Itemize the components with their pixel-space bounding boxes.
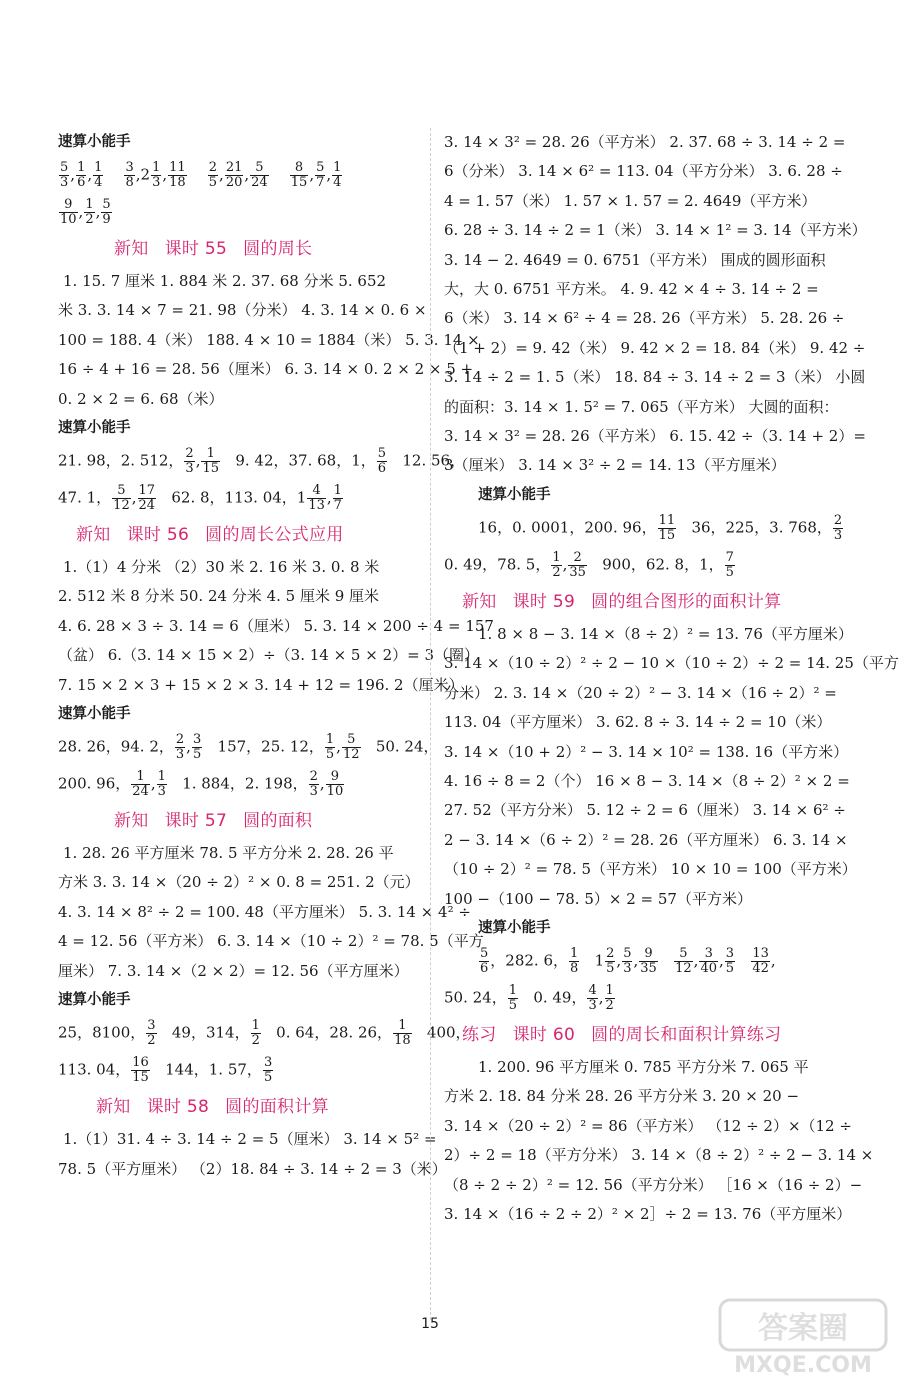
fraction: $\frac{5}{24}$ xyxy=(251,160,268,190)
fraction: $\frac{2}{3}$ xyxy=(309,769,318,800)
answers-block-60 xyxy=(444,1053,874,1229)
fraction: $\frac{9}{10}$ xyxy=(60,197,77,227)
speed-answers-row: 200. 96， $\frac{1}{24}$ , $\frac{1}{3}$ 1. 884，2. 198， $\frac{2}{3}$ , $\frac{9}{10}$ xyxy=(58,769,344,800)
answer-line: 3. 14 ×（16 ÷ 2 ÷ 2）² × 2］÷ 2 = 13. 76（平方厘米） xyxy=(444,1204,852,1223)
answer-line: 78. 5（平方厘米） （2）18. 84 ÷ 3. 14 ÷ 2 = 3（米） xyxy=(58,1159,447,1178)
answer-line: 厘米） 7. 3. 14 ×（2 × 2）= 12. 56（平方厘米） xyxy=(58,961,409,980)
speed-calc-heading: 速算小能手 xyxy=(58,134,131,150)
speed-answers-row: $\frac{9}{10}$ , $\frac{1}{2}$ , $\frac{5}{9}$ xyxy=(60,197,111,227)
fraction: $\frac{2}{3}$ xyxy=(175,732,185,763)
fraction: $\frac{17}{24}$ xyxy=(138,483,156,514)
fraction: $\frac{1}{5}$ xyxy=(508,982,517,1013)
fraction: $\frac{2}{3}$ xyxy=(833,512,843,543)
speed-calc-heading: 速算小能手 xyxy=(478,486,551,503)
fraction: $\frac{9}{10}$ xyxy=(326,769,344,800)
section-heading-56: 新知 课时 56 圆的周长公式应用 xyxy=(76,525,344,546)
fraction: $\frac{2}{35}$ xyxy=(569,549,586,580)
fraction: $\frac{1}{8}$ xyxy=(570,945,579,976)
fraction: $\frac{16}{15}$ xyxy=(132,1055,149,1086)
answer-line: 2 − 3. 14 ×（6 ÷ 2）² = 28. 26（平方厘米） 6. 3. 14 × xyxy=(444,830,848,849)
speed-calc-heading: 速算小能手 xyxy=(58,420,131,437)
fraction: $\frac{4}{3}$ xyxy=(588,982,597,1013)
fraction: $\frac{5}{3}$ xyxy=(623,945,632,976)
fraction: $\frac{5}{9}$ xyxy=(102,197,111,227)
fraction: $\frac{1}{2}$ xyxy=(552,549,561,580)
fraction: $\frac{11}{15}$ xyxy=(658,512,676,543)
fraction: $\frac{3}{40}$ xyxy=(700,945,717,976)
fraction: $\frac{1}{7}$ xyxy=(333,483,342,514)
answers-block-55 xyxy=(58,267,480,414)
answer-line: 16 ÷ 4 + 16 = 28. 56（厘米） 6. 3. 14 × 0. 2 × 2 × 5 + xyxy=(58,360,474,379)
answer-line: 1.（1）31. 4 ÷ 3. 14 ÷ 2 = 5（厘米） 3. 14 × 5² = xyxy=(63,1130,437,1149)
fraction: $\frac{1}{3}$ xyxy=(152,160,161,190)
answer-line: 0. 2 × 2 = 6. 68（米） xyxy=(58,389,224,408)
svg-text:MXQE.COM: MXQE.COM xyxy=(734,1353,872,1378)
answer-line: 7. 15 × 2 × 3 + 15 × 2 × 3. 14 + 12 = 196. 2（厘米） xyxy=(58,675,464,694)
answers-block-58 xyxy=(58,1125,447,1184)
answer-line: 100 −（100 − 78. 5）× 2 = 57（平方米） xyxy=(444,889,752,908)
answer-line: 4. 6. 28 × 3 ÷ 3. 14 = 6（厘米） 5. 3. 14 × 200 ÷ 4 = 157 xyxy=(58,616,494,635)
fraction: $\frac{5}{12}$ xyxy=(342,732,360,763)
left-column xyxy=(58,128,494,1184)
answer-line: 分米） 2. 3. 14 ×（20 ÷ 2）² − 3. 14 ×（16 ÷ 2）² = xyxy=(444,683,837,702)
fraction: $\frac{5}{12}$ xyxy=(675,945,692,976)
answer-line: 6. 28 ÷ 3. 14 ÷ 2 = 1（米） 3. 14 × 1² = 3. 14（平方米） xyxy=(444,221,867,240)
answer-line: 3. 14 ÷ 2 = 1. 5（米） 18. 84 ÷ 3. 14 ÷ 2 = 3（米） 小圆 xyxy=(444,368,866,387)
fraction: $\frac{5}{3}$ xyxy=(60,160,69,190)
answer-line: 4 = 12. 56（平方米） 6. 3. 14 ×（10 ÷ 2）² = 78. 5（平方 xyxy=(58,932,484,951)
answer-line: 1. 28. 26 平方厘米 78. 5 平方分米 2. 28. 26 平 xyxy=(63,844,394,863)
speed-answers-row: 28. 26，94. 2， $\frac{2}{3}$ , $\frac{3}{5}$ 157，25. 12， $\frac{1}{5}$ , $\frac{5}{12}$ 50. 24， xyxy=(58,732,439,763)
answer-line: 3. 14 − 2. 4649 = 0. 6751（平方米） 围成的圆形面积 xyxy=(444,250,826,269)
fraction: $\frac{3}{5}$ xyxy=(725,945,735,976)
answer-line: 方米 2. 18. 84 分米 28. 26 平方分米 3. 20 × 20 − xyxy=(444,1087,800,1106)
speed-answers-row: 50. 24， $\frac{1}{5}$ 0. 49， $\frac{4}{3}$ , $\frac{1}{2}$ xyxy=(444,982,614,1013)
fraction: $\frac{7}{5}$ xyxy=(725,549,734,580)
answers-block-56 xyxy=(58,553,494,700)
speed-answers-row: $\frac{5}{3}$ , $\frac{1}{6}$ , $\frac{1}{4}$ $\frac{3}{8}$ ,2 $\frac{1}{3}$ , $\frac{11}{18}$ $\frac{2}{5}$ , $\frac{21}{20}$ , $\frac{5}{24}$ $\frac{8}{15}$ , $\frac{5}{7}$ , $\frac{1}{4}$ xyxy=(60,160,342,190)
fraction: $\frac{1}{2}$ xyxy=(85,197,94,227)
answer-line: 1. 15. 7 厘米 1. 884 米 2. 37. 68 分米 5. 652 xyxy=(63,272,387,290)
answer-line: 米 3. 3. 14 × 7 = 21. 98（分米） 4. 3. 14 × 0. 6 × xyxy=(58,301,427,320)
svg-text:答案圈: 答案圈 xyxy=(758,1311,848,1346)
fraction: $\frac{11}{18}$ xyxy=(169,160,186,190)
fraction: $\frac{4}{13}$ xyxy=(308,483,325,514)
speed-answers-row: 21. 98，2. 512， $\frac{2}{3}$ , $\frac{1}{15}$ 9. 42，37. 68，1， $\frac{5}{6}$ 12. 56， xyxy=(58,446,466,477)
answer-line: 3. 14 ×（10 ÷ 2）² ÷ 2 − 10 ×（10 ÷ 2）÷ 2 = 14. 25（平方 xyxy=(444,654,899,673)
section-heading-58: 新知 课时 58 圆的面积计算 xyxy=(96,1097,329,1118)
speed-answers-row: 16，0. 0001，200. 96， $\frac{11}{15}$ 36，225，3. 768， $\frac{2}{3}$ xyxy=(478,512,843,543)
fraction: $\frac{13}{42}$ xyxy=(752,945,769,976)
fraction: $\frac{1}{2}$ xyxy=(605,982,614,1013)
fraction: $\frac{3}{5}$ xyxy=(263,1055,273,1086)
answer-line: 4. 3. 14 × 8² ÷ 2 = 100. 48（平方厘米） 5. 3. 14 × 4² ÷ xyxy=(58,902,471,921)
fraction: $\frac{1}{2}$ xyxy=(251,1018,260,1049)
fraction: $\frac{21}{20}$ xyxy=(225,160,243,190)
speed-calc-heading: 速算小能手 xyxy=(58,992,131,1009)
answers-block-59 xyxy=(444,620,899,914)
speed-answers-row: 25，8100， $\frac{3}{2}$ 49，314， $\frac{1}{2}$ 0. 64，28. 26， $\frac{1}{18}$ 400， xyxy=(58,1018,471,1049)
answer-line: 27. 52（平方分米） 5. 12 ÷ 2 = 6（厘米） 3. 14 × 6² ÷ xyxy=(444,801,846,820)
section-heading-59: 新知 课时 59 圆的组合图形的面积计算 xyxy=(462,591,782,612)
answer-line: 的面积：3. 14 × 1. 5² = 7. 065（平方米） 大圆的面积： xyxy=(444,397,839,416)
answer-line: （1 + 2）= 9. 42（米） 9. 42 × 2 = 18. 84（米） 9. 42 ÷ xyxy=(444,338,866,357)
fraction: $\frac{5}{6}$ xyxy=(377,446,387,477)
fraction: $\frac{3}{5}$ xyxy=(192,732,202,763)
fraction: $\frac{5}{7}$ xyxy=(316,160,325,190)
speed-answers-row: 0. 49，78. 5， $\frac{1}{2}$ , $\frac{2}{35}$ 900，62. 8，1， $\frac{7}{5}$ xyxy=(444,549,734,580)
fraction: $\frac{2}{3}$ xyxy=(185,446,194,477)
answer-line: 3. 14 × 3² = 28. 26（平方米） 6. 15. 42 ÷（3. 14 + 2）= xyxy=(444,427,866,446)
answers-block-58-continued xyxy=(444,128,867,481)
watermark-logo xyxy=(718,1298,888,1382)
answer-line: （10 ÷ 2）² = 78. 5（平方米） 10 × 10 = 100（平方米） xyxy=(444,860,857,879)
section-heading-55: 新知 课时 55 圆的周长 xyxy=(114,239,313,259)
answer-line: 1.（1）4 分米 （2）30 米 2. 16 米 3. 0. 8 米 xyxy=(63,558,380,577)
fraction: $\frac{1}{3}$ xyxy=(157,769,166,800)
answers-block-57 xyxy=(58,839,484,986)
answer-line: 3. 14 × 3² = 28. 26（平方米） 2. 37. 68 ÷ 3. 14 ÷ 2 = xyxy=(444,133,846,151)
fraction: $\frac{1}{18}$ xyxy=(394,1018,411,1049)
right-column xyxy=(444,128,899,1229)
fraction: $\frac{3}{8}$ xyxy=(125,160,134,190)
answer-line: 2. 512 米 8 分米 50. 24 分米 4. 5 厘米 9 厘米 xyxy=(58,587,380,606)
column-divider xyxy=(430,128,431,1320)
answer-line: 大，大 0. 6751 平方米。 4. 9. 42 × 4 ÷ 3. 14 ÷ 2 = xyxy=(444,280,819,299)
answer-line: 方米 3. 3. 14 ×（20 ÷ 2）² × 0. 8 = 251. 2（元） xyxy=(58,873,420,892)
speed-answers-row: 47. 1， $\frac{5}{12}$ , $\frac{17}{24}$ 62. 8，113. 04，1 $\frac{4}{13}$ , $\frac{1}{7}$ xyxy=(58,483,342,514)
answer-line: 4. 16 ÷ 8 = 2（个） 16 × 8 − 3. 14 ×（8 ÷ 2）² × 2 = xyxy=(444,771,850,790)
section-heading-57: 新知 课时 57 圆的面积 xyxy=(114,811,313,832)
fraction: $\frac{2}{5}$ xyxy=(606,945,615,976)
speed-answers-row: $\frac{5}{6}$ ，282. 6， $\frac{1}{8}$ 1 $\frac{2}{5}$ , $\frac{5}{3}$ , $\frac{9}{35}$ $\frac{5}{12}$ , $\frac{3}{40}$ , $\frac{3}{5}$ $\frac{13}{42}$ , xyxy=(480,945,776,976)
fraction: $\frac{8}{15}$ xyxy=(290,160,308,190)
fraction: $\frac{1}{24}$ xyxy=(132,769,149,800)
answer-line: 100 = 188. 4（米） 188. 4 × 10 = 1884（米） 5. 3. 14 × xyxy=(58,330,480,349)
answer-line: 6（米） 3. 14 × 6² ÷ 4 = 28. 26（平方米） 5. 28. 26 ÷ xyxy=(444,309,845,328)
answer-line: （盆） 6.（3. 14 × 15 × 2）÷（3. 14 × 5 × 2）= 3（圈） xyxy=(58,646,479,665)
fraction: $\frac{1}{4}$ xyxy=(333,160,342,190)
fraction: $\frac{1}{6}$ xyxy=(77,160,86,190)
answer-line: （8 ÷ 2 ÷ 2）² = 12. 56（平方分米） ［16 ×（16 ÷ 2）− xyxy=(444,1175,863,1194)
answer-line: 3. 14 ×（10 + 2）² − 3. 14 × 10² = 138. 16（平方米） xyxy=(444,742,849,761)
fraction: $\frac{5}{6}$ xyxy=(480,945,489,976)
answer-line: 6（分米） 3. 14 × 6² = 113. 04（平方分米） 3. 6. 28 ÷ xyxy=(444,162,843,181)
answer-line: 3（厘米） 3. 14 × 3² ÷ 2 = 14. 13（平方厘米） xyxy=(444,456,786,475)
fraction: $\frac{1}{4}$ xyxy=(94,160,103,190)
answer-line: 1. 8 × 8 − 3. 14 ×（8 ÷ 2）² = 13. 76（平方厘米） xyxy=(478,624,853,643)
fraction: $\frac{1}{5}$ xyxy=(325,732,335,763)
answer-line: 3. 14 ×（20 ÷ 2）² = 86（平方米） （12 ÷ 2）×（12 ÷ xyxy=(444,1116,852,1135)
answer-line: 113. 04（平方厘米） 3. 62. 8 ÷ 3. 14 ÷ 2 = 10（米） xyxy=(444,713,832,732)
fraction: $\frac{1}{15}$ xyxy=(202,446,220,477)
answer-line: 4 = 1. 57（米） 1. 57 × 1. 57 = 2. 4649（平方米） xyxy=(444,191,817,210)
fraction: $\frac{2}{5}$ xyxy=(208,160,218,190)
section-heading-60: 练习 课时 60 圆的周长和面积计算练习 xyxy=(462,1024,782,1045)
page-number: 15 xyxy=(421,1316,439,1332)
speed-answers-row: 113. 04， $\frac{16}{15}$ 144，1. 57， $\frac{3}{5}$ xyxy=(58,1055,273,1086)
answer-line: 2）÷ 2 = 18（平方分米） 3. 14 ×（8 ÷ 2）² ÷ 2 − 3. 14 × xyxy=(444,1146,874,1165)
fraction: $\frac{5}{12}$ xyxy=(113,483,130,514)
speed-calc-heading: 速算小能手 xyxy=(478,919,551,936)
fraction: $\frac{9}{35}$ xyxy=(640,945,657,976)
fraction: $\frac{3}{2}$ xyxy=(147,1018,156,1049)
answer-line: 1. 200. 96 平方厘米 0. 785 平方分米 7. 065 平 xyxy=(478,1057,809,1076)
speed-calc-heading: 速算小能手 xyxy=(58,706,131,723)
